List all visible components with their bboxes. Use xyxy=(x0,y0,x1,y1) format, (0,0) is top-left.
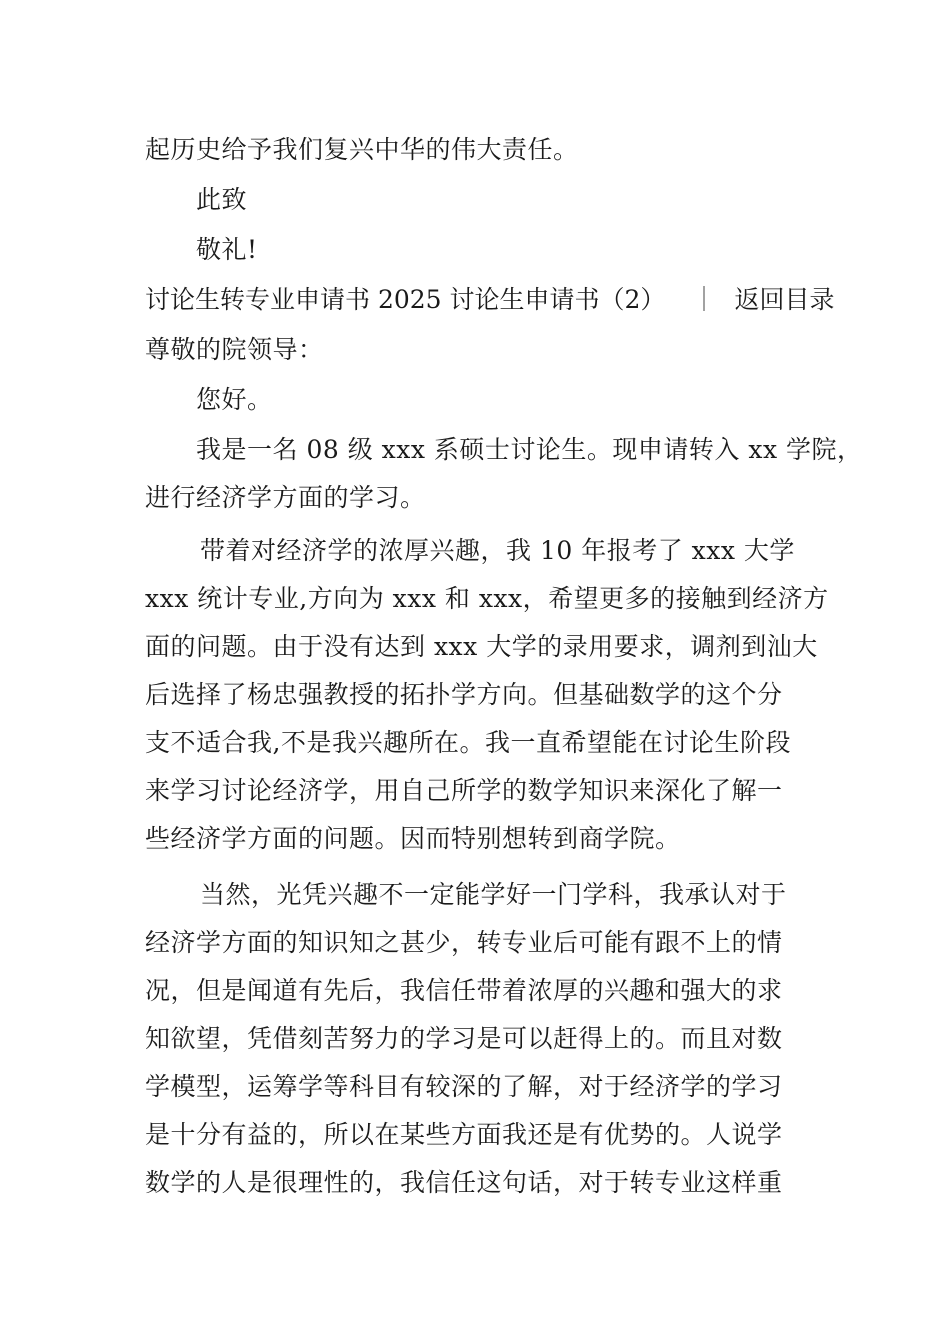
closing-line: 敬礼! xyxy=(196,235,258,264)
back-to-contents-link[interactable]: 返回目录 xyxy=(734,285,835,314)
paragraph-line: 进行经济学方面的学习。 xyxy=(145,483,426,512)
section-heading xyxy=(145,285,834,315)
paragraph-line: 我是一名 08 级 xxx 系硕士讨论生。现申请转入 xx 学院， xyxy=(196,435,863,464)
paragraph-line: 知欲望，凭借刻苦努力的学习是可以赶得上的。而且对数 xyxy=(145,1024,783,1053)
text-line: 起历史给予我们复兴中华的伟大责任。 xyxy=(145,135,579,164)
paragraph-line: 后选择了杨忠强教授的拓扑学方向。但基础数学的这个分 xyxy=(145,680,783,709)
paragraph-line: 带着对经济学的浓厚兴趣，我 10 年报考了 xxx 大学 xyxy=(200,536,795,565)
paragraph-line: 经济学方面的知识知之甚少，转专业后可能有跟不上的情 xyxy=(145,928,783,957)
closing-line: 此致 xyxy=(196,185,248,214)
greeting: 您好。 xyxy=(196,385,273,414)
paragraph-line: 况，但是闻道有先后，我信任带着浓厚的兴趣和强大的求 xyxy=(145,976,783,1005)
heading-separator: ｜ xyxy=(691,285,717,314)
paragraph-line: xxx 统计专业,方向为 xxx 和 xxx，希望更多的接触到经济方 xyxy=(145,584,829,613)
paragraph-line: 面的问题。由于没有达到 xxx 大学的录用要求，调剂到汕大 xyxy=(145,632,818,661)
paragraph-line: 来学习讨论经济学，用自己所学的数学知识来深化了解一 xyxy=(145,776,783,805)
paragraph-line: 些经济学方面的问题。因而特别想转到商学院。 xyxy=(145,824,681,853)
paragraph-line: 当然，光凭兴趣不一定能学好一门学科，我承认对于 xyxy=(200,880,787,909)
salutation: 尊敬的院领导： xyxy=(145,335,324,364)
paragraph-line: 数学的人是很理性的，我信任这句话，对于转专业这样重 xyxy=(145,1168,783,1197)
paragraph-line: 是十分有益的，所以在某些方面我还是有优势的。人说学 xyxy=(145,1120,783,1149)
paragraph-line: 支不适合我,不是我兴趣所在。我一直希望能在讨论生阶段 xyxy=(145,728,791,757)
section-title: 讨论生转专业申请书 2025 讨论生申请书（2） xyxy=(145,285,666,314)
paragraph-line: 学模型，运筹学等科目有较深的了解，对于经济学的学习 xyxy=(145,1072,783,1101)
